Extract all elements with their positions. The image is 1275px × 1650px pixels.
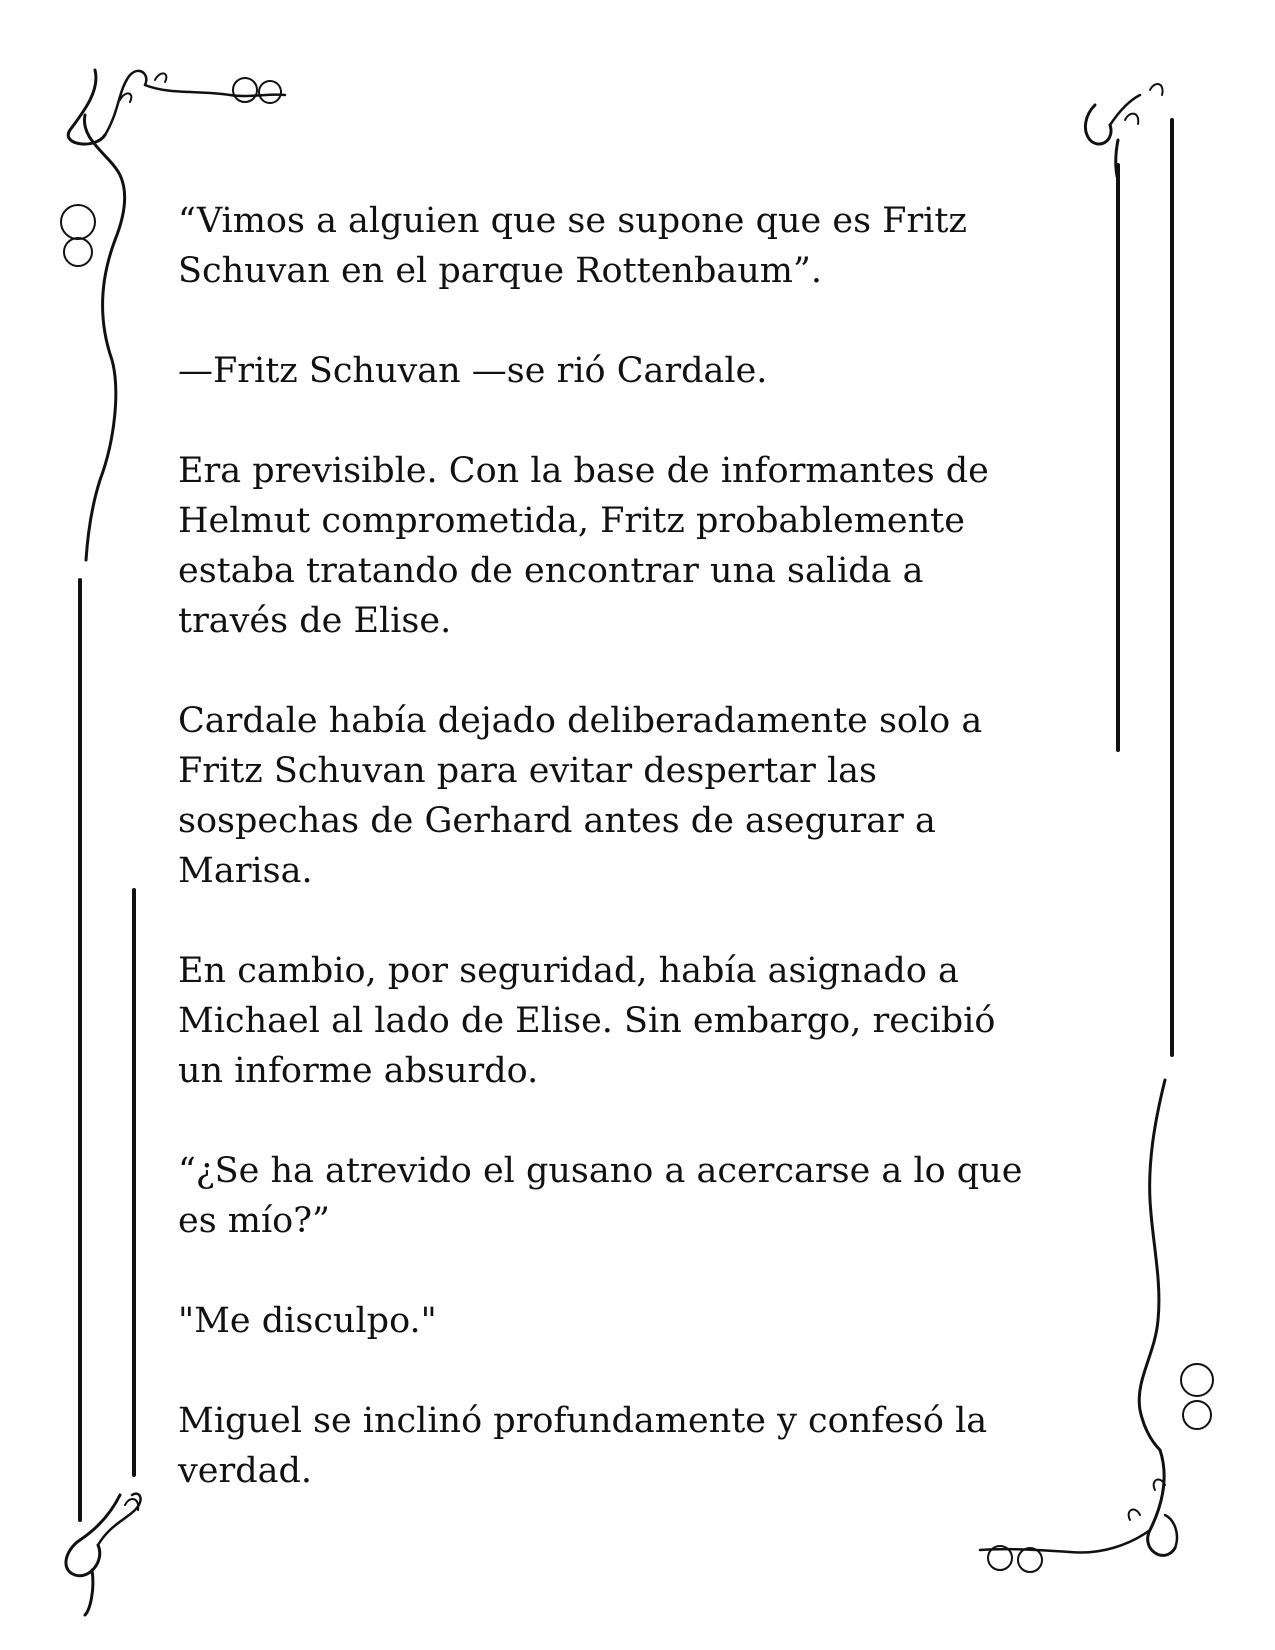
paragraph-3 [178, 446, 1078, 646]
text-line: Marisa. [178, 851, 313, 891]
text-line: “¿Se ha atrevido el gusano a acercarse a lo que [178, 1151, 1023, 1191]
text-line: sospechas de Gerhard antes de asegurar a [178, 801, 936, 841]
paragraph-6 [178, 1146, 1078, 1246]
text-line: Era previsible. Con la base de informantes de [178, 451, 989, 491]
paragraph-7 [178, 1296, 1078, 1346]
story-text [178, 196, 1078, 1546]
top-right-flourish [1085, 84, 1162, 180]
text-line: través de Elise. [178, 601, 452, 641]
paragraph-2 [178, 346, 1078, 396]
text-line: Fritz Schuvan para evitar despertar las [178, 751, 878, 791]
text-line: Michael al lado de Elise. Sin embargo, recibió [178, 1001, 996, 1041]
text-line: un informe absurdo. [178, 1051, 539, 1091]
paragraph-8 [178, 1396, 1078, 1496]
text-line: Helmut comprometida, Fritz probablemente [178, 501, 965, 541]
text-line: estaba tratando de encontrar una salida a [178, 551, 924, 591]
text-line: es mío?” [178, 1201, 330, 1241]
text-line: “Vimos a alguien que se supone que es Fritz [178, 201, 967, 241]
text-line: En cambio, por seguridad, había asignado a [178, 951, 959, 991]
bottom-left-flourish [66, 1494, 141, 1615]
text-line: —Fritz Schuvan —se rió Cardale. [178, 351, 768, 391]
text-line: Schuvan en el parque Rottenbaum”. [178, 251, 822, 291]
text-line: Miguel se inclinó profundamente y confesó la [178, 1401, 988, 1441]
paragraph-5 [178, 946, 1078, 1096]
text-line: "Me disculpo." [178, 1301, 437, 1341]
text-line: verdad. [178, 1451, 313, 1491]
text-line: Cardale había dejado deliberadamente solo a [178, 701, 983, 741]
paragraph-4 [178, 696, 1078, 896]
paragraph-1 [178, 196, 1078, 296]
